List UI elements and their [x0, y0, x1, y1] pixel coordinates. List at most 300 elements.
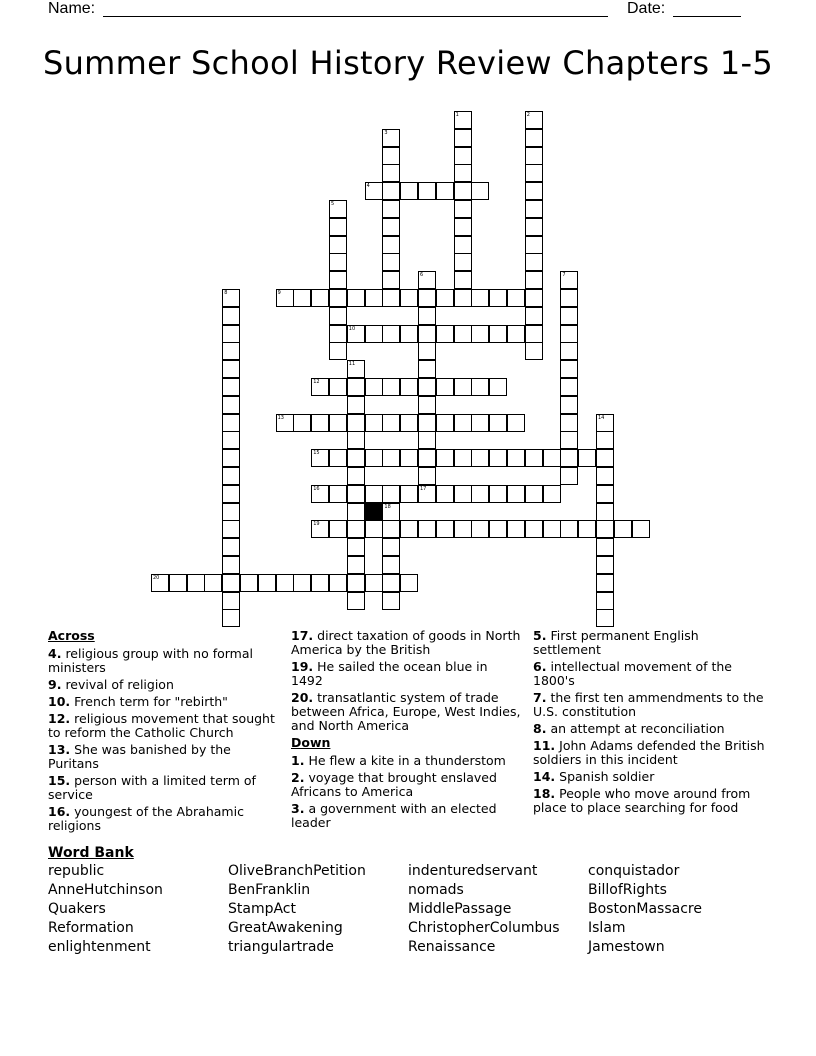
grid-cell[interactable]	[329, 325, 347, 343]
grid-cell[interactable]	[222, 396, 240, 414]
name-label: Name:	[48, 0, 96, 17]
grid-cell[interactable]	[382, 503, 400, 521]
grid-cell[interactable]	[454, 182, 472, 200]
grid-cell[interactable]	[525, 147, 543, 165]
grid-cell[interactable]	[489, 414, 507, 432]
grid-cell[interactable]	[525, 307, 543, 325]
grid-cell[interactable]	[560, 431, 578, 449]
grid-cell[interactable]	[525, 253, 543, 271]
grid-cell[interactable]	[347, 449, 365, 467]
grid-black-cell	[365, 503, 383, 521]
clue-number: 20	[153, 574, 160, 581]
grid-cell[interactable]	[347, 325, 365, 343]
grid-cell[interactable]	[204, 574, 222, 592]
clue-item	[291, 754, 523, 768]
grid-cell[interactable]	[454, 378, 472, 396]
clue-number-label: 3.	[291, 801, 305, 816]
grid-cell[interactable]	[471, 378, 489, 396]
grid-cell[interactable]	[347, 556, 365, 574]
grid-cell[interactable]	[240, 574, 258, 592]
grid-cell[interactable]	[596, 609, 614, 627]
clue-number-label: 20.	[291, 690, 314, 705]
grid-cell[interactable]	[382, 414, 400, 432]
grid-cell[interactable]	[382, 325, 400, 343]
clue-number: 9	[277, 290, 281, 296]
clue-item	[48, 678, 280, 692]
clue-item	[533, 691, 765, 719]
clue-number-label: 16.	[48, 804, 71, 819]
grid-cell[interactable]	[525, 520, 543, 538]
clue-number: 10	[348, 325, 356, 332]
grid-cell[interactable]	[365, 289, 383, 307]
clue-number-label: 6.	[533, 659, 547, 674]
clue-text: transatlantic system of trade between Africa, Europe, West Indies, and North America	[291, 690, 521, 733]
grid-cell[interactable]	[418, 307, 436, 325]
grid-cell[interactable]	[454, 449, 472, 467]
word-bank-item: MiddlePassage	[408, 901, 512, 917]
grid-cell[interactable]	[347, 414, 365, 432]
grid-cell[interactable]	[560, 396, 578, 414]
clue-item	[291, 691, 523, 733]
grid-cell[interactable]	[489, 325, 507, 343]
grid-cell[interactable]	[311, 574, 329, 592]
clue-text: youngest of the Abrahamic religions	[48, 804, 244, 833]
grid-cell[interactable]	[382, 485, 400, 503]
clue-item	[291, 802, 523, 830]
grid-cell[interactable]	[489, 520, 507, 538]
grid-cell[interactable]	[276, 414, 294, 432]
grid-cell[interactable]	[418, 414, 436, 432]
grid-cell[interactable]	[489, 289, 507, 307]
grid-cell[interactable]	[418, 182, 436, 200]
grid-cell[interactable]	[222, 307, 240, 325]
clue-number: 3	[384, 129, 388, 136]
grid-cell[interactable]	[489, 378, 507, 396]
grid-cell[interactable]	[418, 271, 436, 289]
grid-cell[interactable]	[382, 218, 400, 236]
grid-cell[interactable]	[560, 467, 578, 485]
grid-cell[interactable]	[596, 467, 614, 485]
grid-cell[interactable]	[596, 449, 614, 467]
grid-cell[interactable]	[454, 485, 472, 503]
grid-cell[interactable]	[365, 449, 383, 467]
grid-cell[interactable]	[187, 574, 205, 592]
grid-cell[interactable]	[454, 129, 472, 147]
grid-cell[interactable]	[347, 485, 365, 503]
grid-cell[interactable]	[489, 449, 507, 467]
grid-cell[interactable]	[454, 325, 472, 343]
clue-number-label: 17.	[291, 628, 314, 643]
word-bank-item: GreatAwakening	[228, 920, 343, 936]
grid-cell[interactable]	[596, 485, 614, 503]
grid-cell[interactable]	[471, 182, 489, 200]
grid-cell[interactable]	[525, 236, 543, 254]
clue-item	[48, 712, 280, 740]
clue-number-label: 15.	[48, 773, 71, 788]
word-bank-heading: Word Bank	[48, 845, 134, 861]
clue-number: 11	[348, 361, 356, 368]
clue-number: 18	[384, 503, 391, 510]
grid-cell[interactable]	[507, 325, 525, 343]
grid-cell[interactable]	[525, 485, 543, 503]
grid-cell[interactable]	[222, 520, 240, 538]
grid-cell[interactable]	[525, 200, 543, 218]
grid-cell[interactable]	[365, 378, 383, 396]
grid-cell[interactable]	[329, 449, 347, 467]
grid-cell[interactable]	[400, 485, 418, 503]
grid-cell[interactable]	[222, 378, 240, 396]
grid-cell[interactable]	[578, 449, 596, 467]
grid-cell[interactable]	[543, 485, 561, 503]
grid-cell[interactable]	[418, 360, 436, 378]
clue-number-label: 18.	[533, 786, 556, 801]
grid-cell[interactable]	[382, 449, 400, 467]
grid-cell[interactable]	[365, 520, 383, 538]
down-heading: Down	[291, 735, 331, 750]
word-bank-item: BenFranklin	[228, 882, 311, 898]
grid-cell[interactable]	[382, 556, 400, 574]
grid-cell[interactable]	[258, 574, 276, 592]
grid-cell[interactable]	[311, 520, 329, 538]
grid-cell[interactable]	[507, 414, 525, 432]
grid-cell[interactable]	[418, 520, 436, 538]
clue-text: person with a limited term of service	[48, 773, 256, 802]
grid-cell[interactable]	[222, 342, 240, 360]
grid-cell[interactable]	[222, 609, 240, 627]
grid-cell[interactable]	[507, 485, 525, 503]
clue-number-label: 11.	[533, 738, 556, 753]
grid-cell[interactable]	[222, 485, 240, 503]
grid-cell[interactable]	[347, 503, 365, 521]
clue-item	[533, 660, 765, 688]
grid-cell[interactable]	[525, 164, 543, 182]
clue-item	[48, 647, 280, 675]
grid-cell[interactable]	[276, 289, 294, 307]
grid-cell[interactable]	[436, 289, 454, 307]
grid-cell[interactable]	[525, 129, 543, 147]
grid-cell[interactable]	[418, 289, 436, 307]
grid-cell[interactable]	[596, 503, 614, 521]
grid-cell[interactable]	[560, 360, 578, 378]
grid-cell[interactable]	[400, 325, 418, 343]
clue-text: direct taxation of goods in North America by the British	[291, 628, 521, 657]
grid-cell[interactable]	[436, 414, 454, 432]
word-bank-item: Jamestown	[588, 939, 665, 955]
grid-cell[interactable]	[454, 520, 472, 538]
grid-cell[interactable]	[454, 200, 472, 218]
grid-cell[interactable]	[293, 414, 311, 432]
grid-cell[interactable]	[329, 289, 347, 307]
grid-cell[interactable]	[329, 307, 347, 325]
grid-cell[interactable]	[382, 253, 400, 271]
grid-cell[interactable]	[222, 414, 240, 432]
grid-cell[interactable]	[578, 520, 596, 538]
grid-cell[interactable]	[471, 485, 489, 503]
grid-cell[interactable]	[596, 556, 614, 574]
clue-number-label: 10.	[48, 694, 71, 709]
grid-cell[interactable]	[329, 414, 347, 432]
grid-cell[interactable]	[347, 289, 365, 307]
clue-item	[48, 774, 280, 802]
grid-cell[interactable]	[311, 378, 329, 396]
word-bank-item: nomads	[408, 882, 464, 898]
grid-cell[interactable]	[418, 449, 436, 467]
grid-cell[interactable]	[151, 574, 169, 592]
grid-cell[interactable]	[418, 396, 436, 414]
grid-cell[interactable]	[347, 378, 365, 396]
clue-number: 8	[224, 290, 228, 296]
grid-cell[interactable]	[347, 431, 365, 449]
grid-cell[interactable]	[365, 414, 383, 432]
grid-cell[interactable]	[507, 520, 525, 538]
grid-cell[interactable]	[311, 414, 329, 432]
clue-number: 6	[420, 272, 424, 279]
clue-number: 13	[277, 414, 284, 421]
grid-cell[interactable]	[311, 485, 329, 503]
grid-cell[interactable]	[400, 289, 418, 307]
grid-cell[interactable]	[614, 520, 632, 538]
grid-cell[interactable]	[436, 449, 454, 467]
word-bank-item: conquistador	[588, 863, 680, 879]
grid-cell[interactable]	[436, 485, 454, 503]
grid-cell[interactable]	[400, 574, 418, 592]
grid-cell[interactable]	[382, 271, 400, 289]
grid-cell[interactable]	[489, 485, 507, 503]
grid-cell[interactable]	[222, 467, 240, 485]
grid-cell[interactable]	[418, 431, 436, 449]
grid-cell[interactable]	[525, 325, 543, 343]
grid-cell[interactable]	[222, 449, 240, 467]
date-label: Date:	[627, 0, 666, 17]
clue-text: Spanish soldier	[559, 769, 655, 784]
grid-cell[interactable]	[329, 253, 347, 271]
clue-number-label: 8.	[533, 721, 547, 736]
grid-cell[interactable]	[276, 574, 294, 592]
grid-cell[interactable]	[347, 467, 365, 485]
grid-cell[interactable]	[454, 164, 472, 182]
grid-cell[interactable]	[560, 520, 578, 538]
clue-item	[48, 743, 280, 771]
grid-cell[interactable]	[525, 271, 543, 289]
grid-cell[interactable]	[400, 414, 418, 432]
grid-cell[interactable]	[293, 574, 311, 592]
grid-cell[interactable]	[382, 378, 400, 396]
grid-cell[interactable]	[222, 556, 240, 574]
clue-text: intellectual movement of the 1800's	[533, 659, 732, 688]
clue-text: religious group with no formal ministers	[48, 646, 253, 675]
grid-cell[interactable]	[436, 325, 454, 343]
grid-cell[interactable]	[507, 449, 525, 467]
grid-cell[interactable]	[436, 520, 454, 538]
grid-cell[interactable]	[454, 111, 472, 129]
grid-cell[interactable]	[436, 378, 454, 396]
grid-cell[interactable]	[382, 520, 400, 538]
grid-cell[interactable]	[596, 574, 614, 592]
grid-cell[interactable]	[169, 574, 187, 592]
grid-cell[interactable]	[329, 485, 347, 503]
grid-cell[interactable]	[471, 289, 489, 307]
clue-column-1	[48, 629, 280, 836]
grid-cell[interactable]	[382, 538, 400, 556]
grid-cell[interactable]	[596, 592, 614, 610]
clue-number: 15	[313, 450, 320, 457]
grid-cell[interactable]	[418, 342, 436, 360]
grid-cell[interactable]	[560, 378, 578, 396]
grid-cell[interactable]	[454, 218, 472, 236]
clue-text: an attempt at reconciliation	[550, 721, 725, 736]
grid-cell[interactable]	[382, 574, 400, 592]
word-bank-item: Quakers	[48, 901, 106, 917]
grid-cell[interactable]	[596, 520, 614, 538]
grid-cell[interactable]	[471, 414, 489, 432]
word-bank-item: indenturedservant	[408, 863, 538, 879]
grid-cell[interactable]	[418, 485, 436, 503]
grid-cell[interactable]	[382, 147, 400, 165]
clue-text: a government with an elected leader	[291, 801, 497, 830]
clue-number: 4	[366, 183, 370, 190]
grid-cell[interactable]	[454, 289, 472, 307]
grid-cell[interactable]	[400, 449, 418, 467]
grid-cell[interactable]	[382, 289, 400, 307]
word-bank-item: StampAct	[228, 901, 296, 917]
word-bank-item: Reformation	[48, 920, 134, 936]
grid-cell[interactable]	[347, 360, 365, 378]
grid-cell[interactable]	[382, 164, 400, 182]
grid-cell[interactable]	[560, 342, 578, 360]
grid-cell[interactable]	[329, 236, 347, 254]
grid-cell[interactable]	[311, 289, 329, 307]
grid-cell[interactable]	[454, 147, 472, 165]
grid-cell[interactable]	[382, 592, 400, 610]
clue-text: religious movement that sought to reform the Catholic Church	[48, 711, 275, 740]
grid-cell[interactable]	[400, 378, 418, 396]
clue-number: 17	[420, 485, 427, 492]
word-bank-item: triangulartrade	[228, 939, 334, 955]
clue-number-label: 9.	[48, 677, 62, 692]
grid-cell[interactable]	[365, 574, 383, 592]
clue-item	[291, 660, 523, 688]
grid-cell[interactable]	[222, 592, 240, 610]
grid-cell[interactable]	[329, 271, 347, 289]
grid-cell[interactable]	[382, 182, 400, 200]
grid-cell[interactable]	[382, 129, 400, 147]
clue-item	[48, 805, 280, 833]
grid-cell[interactable]	[560, 414, 578, 432]
clue-text: John Adams defended the British soldiers in this incident	[533, 738, 765, 767]
word-bank-item: BostonMassacre	[588, 901, 702, 917]
grid-cell[interactable]	[471, 325, 489, 343]
clue-number-label: 4.	[48, 646, 62, 661]
grid-cell[interactable]	[560, 271, 578, 289]
word-bank-item: ChristopherColumbus	[408, 920, 560, 936]
clue-column-2	[291, 629, 523, 833]
grid-cell[interactable]	[329, 520, 347, 538]
grid-cell[interactable]	[596, 431, 614, 449]
grid-cell[interactable]	[329, 574, 347, 592]
grid-cell[interactable]	[293, 289, 311, 307]
grid-cell[interactable]	[418, 378, 436, 396]
grid-cell[interactable]	[329, 218, 347, 236]
grid-cell[interactable]	[560, 307, 578, 325]
grid-cell[interactable]	[347, 538, 365, 556]
grid-cell[interactable]	[365, 485, 383, 503]
clue-item	[291, 629, 523, 657]
clue-text: the first ten ammendments to the U.S. constitution	[533, 690, 764, 719]
grid-cell[interactable]	[347, 574, 365, 592]
grid-cell[interactable]	[454, 236, 472, 254]
grid-cell[interactable]	[454, 414, 472, 432]
grid-cell[interactable]	[507, 289, 525, 307]
grid-cell[interactable]	[365, 182, 383, 200]
grid-cell[interactable]	[222, 574, 240, 592]
grid-cell[interactable]	[365, 325, 383, 343]
grid-cell[interactable]	[454, 271, 472, 289]
grid-cell[interactable]	[222, 360, 240, 378]
grid-cell[interactable]	[222, 289, 240, 307]
grid-cell[interactable]	[560, 449, 578, 467]
grid-cell[interactable]	[222, 431, 240, 449]
grid-cell[interactable]	[560, 289, 578, 307]
grid-cell[interactable]	[311, 449, 329, 467]
grid-cell[interactable]	[329, 378, 347, 396]
clue-column-3	[533, 629, 765, 818]
clue-text: voyage that brought enslaved Africans to America	[291, 770, 497, 799]
grid-cell[interactable]	[222, 503, 240, 521]
grid-cell[interactable]	[418, 325, 436, 343]
grid-cell[interactable]	[471, 520, 489, 538]
grid-cell[interactable]	[329, 342, 347, 360]
grid-cell[interactable]	[596, 538, 614, 556]
grid-cell[interactable]	[543, 449, 561, 467]
clue-number-label: 2.	[291, 770, 305, 785]
grid-cell[interactable]	[632, 520, 650, 538]
grid-cell[interactable]	[347, 520, 365, 538]
grid-cell[interactable]	[418, 467, 436, 485]
word-bank-item: Islam	[588, 920, 626, 936]
grid-cell[interactable]	[382, 200, 400, 218]
clue-number: 12	[313, 379, 320, 385]
clue-text: revival of religion	[65, 677, 174, 692]
grid-cell[interactable]	[222, 538, 240, 556]
grid-cell[interactable]	[525, 289, 543, 307]
grid-cell[interactable]	[525, 218, 543, 236]
word-bank-item: enlightenment	[48, 939, 151, 955]
grid-cell[interactable]	[400, 520, 418, 538]
grid-cell[interactable]	[347, 396, 365, 414]
grid-cell[interactable]	[400, 182, 418, 200]
grid-cell[interactable]	[471, 449, 489, 467]
grid-cell[interactable]	[436, 182, 454, 200]
grid-cell[interactable]	[525, 449, 543, 467]
grid-cell[interactable]	[525, 342, 543, 360]
grid-cell[interactable]	[596, 414, 614, 432]
grid-cell[interactable]	[454, 253, 472, 271]
clue-number-label: 19.	[291, 659, 314, 674]
grid-cell[interactable]	[525, 111, 543, 129]
clue-item	[533, 787, 765, 815]
grid-cell[interactable]	[382, 236, 400, 254]
clue-item	[48, 695, 280, 709]
grid-cell[interactable]	[222, 325, 240, 343]
clue-item	[291, 771, 523, 799]
word-bank	[48, 863, 768, 958]
grid-cell[interactable]	[543, 520, 561, 538]
grid-cell[interactable]	[560, 325, 578, 343]
grid-cell[interactable]	[329, 200, 347, 218]
grid-cell[interactable]	[525, 182, 543, 200]
clue-text: She was banished by the Puritans	[48, 742, 231, 771]
grid-cell[interactable]	[347, 592, 365, 610]
